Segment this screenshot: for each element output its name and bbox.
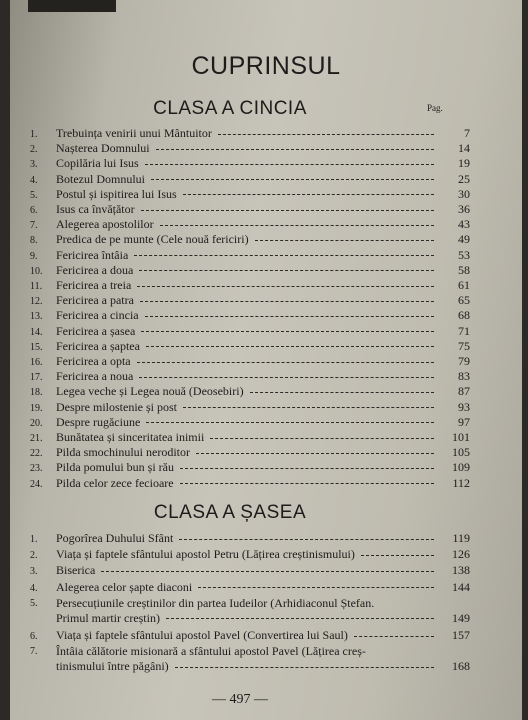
entry-body [56,644,470,674]
entry-title: Trebuința venirii unui Mântuitor [56,126,212,140]
entry-page-number: 19 [458,156,470,171]
dotted-leader [141,330,434,332]
book-page [10,0,522,720]
entry-title: Bunătatea și sinceritatea inimii [56,430,205,444]
dotted-leader [139,269,434,271]
entry-title: Despre milostenie și post [56,399,177,414]
dotted-leader [146,345,434,347]
entry-page-number: 168 [452,659,470,674]
entry-page-number: 119 [452,531,470,545]
entry-title: Fericirea a cincia [56,308,139,323]
entry-title-continued: tinismului între păgâni) [56,659,169,674]
toc-entry[interactable] [30,172,470,187]
entry-body [56,596,470,626]
toc-entry[interactable] [30,324,470,339]
entry-page-number: 65 [458,293,470,308]
entry-title: Legea veche și Legea nouă (Deosebiri) [56,384,244,399]
dotted-leader [101,570,434,572]
entry-page-number: 138 [452,563,470,578]
entry-title-continued: Primul martir creștin) [56,610,160,625]
entry-title: Postul și ispitirea lui Isus [56,186,177,201]
dotted-leader [166,617,434,619]
entry-number: 4. [30,174,38,186]
dotted-leader [196,452,434,454]
dotted-leader [137,285,434,287]
dotted-leader [134,254,434,256]
toc-entry[interactable] [30,400,470,415]
entry-number: 19. [30,402,43,414]
entry-page-number: 149 [452,610,470,625]
entry-number: 5. [30,189,38,201]
entry-page-number: 112 [452,475,470,490]
entry-number: 5. [30,597,38,609]
toc-entry[interactable] [30,531,470,546]
entry-title: Fericirea a noua [56,369,134,384]
entry-number: 21. [30,433,43,444]
entry-title: Fericirea a opta [56,354,131,368]
dotted-leader [354,635,434,637]
entry-number: 2. [30,144,38,156]
section-title-clasa-a-sasea: CLASA A ȘASEA [153,502,307,523]
entry-title: Fericirea a treia [56,278,132,292]
section-title-clasa-a-cincia: CLASA A CINCIA [153,98,307,119]
dotted-leader [250,391,434,393]
entry-title: Pilda pomului bun și rău [56,460,174,475]
toc-entry[interactable] [30,580,470,595]
entry-page-number: 105 [452,445,470,460]
entry-title: Biserica [56,563,96,578]
entry-page-number: 68 [458,308,470,323]
entry-title: Fericirea a doua [56,262,134,277]
toc-entry[interactable] [30,293,470,308]
entry-page-number: 126 [452,547,470,562]
dotted-leader [141,209,434,211]
toc-entry[interactable] [30,445,470,460]
entry-page-number: 83 [458,369,470,384]
toc-entry[interactable] [30,156,470,171]
toc-entry[interactable] [30,460,470,475]
toc-entry[interactable] [30,563,470,578]
dotted-leader [139,376,434,378]
entry-title: Fericirea a șaptea [56,338,140,353]
entry-title: Isus ca învățător [56,202,135,216]
entry-title: Pilda smochinului neroditor [56,445,190,460]
toc-entry[interactable] [30,354,470,369]
entry-title: Copilăria lui Isus [56,156,139,171]
entry-title: Alegerea celor șapte diaconi [56,579,193,594]
entry-page-number: 87 [458,384,470,399]
entry-number: 10. [30,265,43,277]
toc-entry[interactable] [30,308,470,323]
entry-title: Fericirea a patra [56,293,134,308]
entry-number: 23. [30,463,43,475]
dotted-leader [183,193,434,195]
toc-entry[interactable] [30,369,470,384]
dotted-leader [145,163,434,165]
entry-title: Pilda celor zece fecioare [56,475,174,490]
entry-page-number: 30 [458,186,470,201]
page-number-footer: — 497 — [212,692,268,707]
entry-page-number: 61 [458,278,470,292]
dotted-leader [198,586,434,588]
toc-entry[interactable] [30,248,470,263]
dotted-leader [151,178,434,180]
dotted-leader [180,482,434,484]
entry-title: Fericirea întâia [56,247,129,262]
entry-title: Persecuțiunile creștinilor din partea Iudeilor (Arhidiaconul Ștefan. [56,595,375,610]
entry-page-number: 93 [458,399,470,414]
entry-title-continued-line [56,659,470,674]
toc-entry[interactable] [30,217,470,232]
dotted-leader [146,421,434,423]
toc-entry[interactable] [30,384,470,399]
entry-page-number: 49 [458,232,470,247]
page-title: CUPRINSUL [191,52,341,80]
entry-number: 11. [30,281,43,292]
entry-number: 3. [30,159,38,171]
toc-entry[interactable] [30,628,470,643]
toc-entry[interactable] [30,141,470,156]
entry-number: 4. [30,582,38,594]
entry-number: 20. [30,417,43,429]
top-tab-mark [28,0,116,12]
toc-entry[interactable] [30,202,470,217]
toc-entry[interactable] [30,126,470,141]
entry-title: Viața și faptele sfântului apostol Petru (Lățirea creștinismului) [56,547,355,562]
toc-entry[interactable] [30,263,470,278]
entry-number: 24. [30,478,43,490]
entry-number: 6. [30,631,38,643]
entry-number: 6. [30,205,38,216]
dotted-leader [218,133,434,135]
entry-number: 15. [30,341,43,353]
entry-number: 1. [30,129,38,140]
entry-page-number: 75 [458,338,470,353]
entry-number: 9. [30,250,38,262]
entry-title: Viața și faptele sfântului apostol Pavel (Convertirea lui Saul) [56,628,348,643]
entry-title: Întâia călătorie misionară a sfântului apostol Pavel (Lățirea creș- [56,644,366,659]
entry-title: Botezul Domnului [56,171,145,186]
entry-title: Pogorîrea Duhului Sfânt [56,531,174,545]
toc-entry[interactable] [30,596,470,626]
entry-number: 2. [30,550,38,562]
entry-page-number: 97 [458,414,470,429]
entry-number: 16. [30,357,43,368]
pag-column-label: Pag. [427,103,443,113]
dotted-leader [137,361,434,363]
dotted-leader [183,406,434,408]
toc-entry[interactable] [30,547,470,562]
entry-number: 1. [30,534,38,545]
toc-entry[interactable] [30,644,470,674]
entry-number: 7. [30,646,38,658]
dotted-leader [156,148,434,150]
entry-page-number: 79 [458,354,470,368]
entry-number: 14. [30,326,43,338]
entry-page-number: 101 [452,430,470,444]
entry-page-number: 144 [452,579,470,594]
dotted-leader [140,300,434,302]
entry-number: 22. [30,448,43,460]
toc-entry[interactable] [30,187,470,202]
dotted-leader [175,666,434,668]
entry-number: 13. [30,311,43,323]
entry-page-number: 7 [464,126,470,140]
dotted-leader [160,224,434,226]
entry-title: Alegerea apostolilor [56,217,154,232]
entry-page-number: 25 [458,171,470,186]
entry-page-number: 58 [458,262,470,277]
dotted-leader [210,437,434,439]
entry-number: 17. [30,372,43,384]
entry-page-number: 14 [458,141,470,156]
entry-page-number: 53 [458,247,470,262]
toc-entry[interactable] [30,339,470,354]
dotted-leader [255,239,434,241]
toc-entry[interactable] [30,278,470,293]
entry-number: 8. [30,235,38,247]
toc-entry[interactable] [30,476,470,491]
toc-entry[interactable] [30,415,470,430]
entry-title: Predica de pe munte (Cele nouă fericiri) [56,232,249,247]
dotted-leader [361,554,434,556]
entry-page-number: 109 [452,460,470,475]
entry-number: 3. [30,566,38,578]
toc-entry[interactable] [30,430,470,445]
entry-page-number: 43 [458,217,470,232]
entry-number: 12. [30,296,43,308]
dotted-leader [179,538,434,540]
entry-number: 7. [30,220,38,232]
entry-page-number: 36 [458,202,470,216]
entry-page-number: 157 [452,628,470,643]
entry-title: Nașterea Domnului [56,141,150,156]
entry-title: Despre rugăciune [56,414,141,429]
entry-number: 18. [30,387,43,399]
entry-title: Fericirea a șasea [56,323,136,338]
entry-title-continued-line [56,611,470,626]
dotted-leader [145,315,434,317]
toc-entry[interactable] [30,232,470,247]
dotted-leader [180,467,434,469]
entry-page-number: 71 [458,323,470,338]
